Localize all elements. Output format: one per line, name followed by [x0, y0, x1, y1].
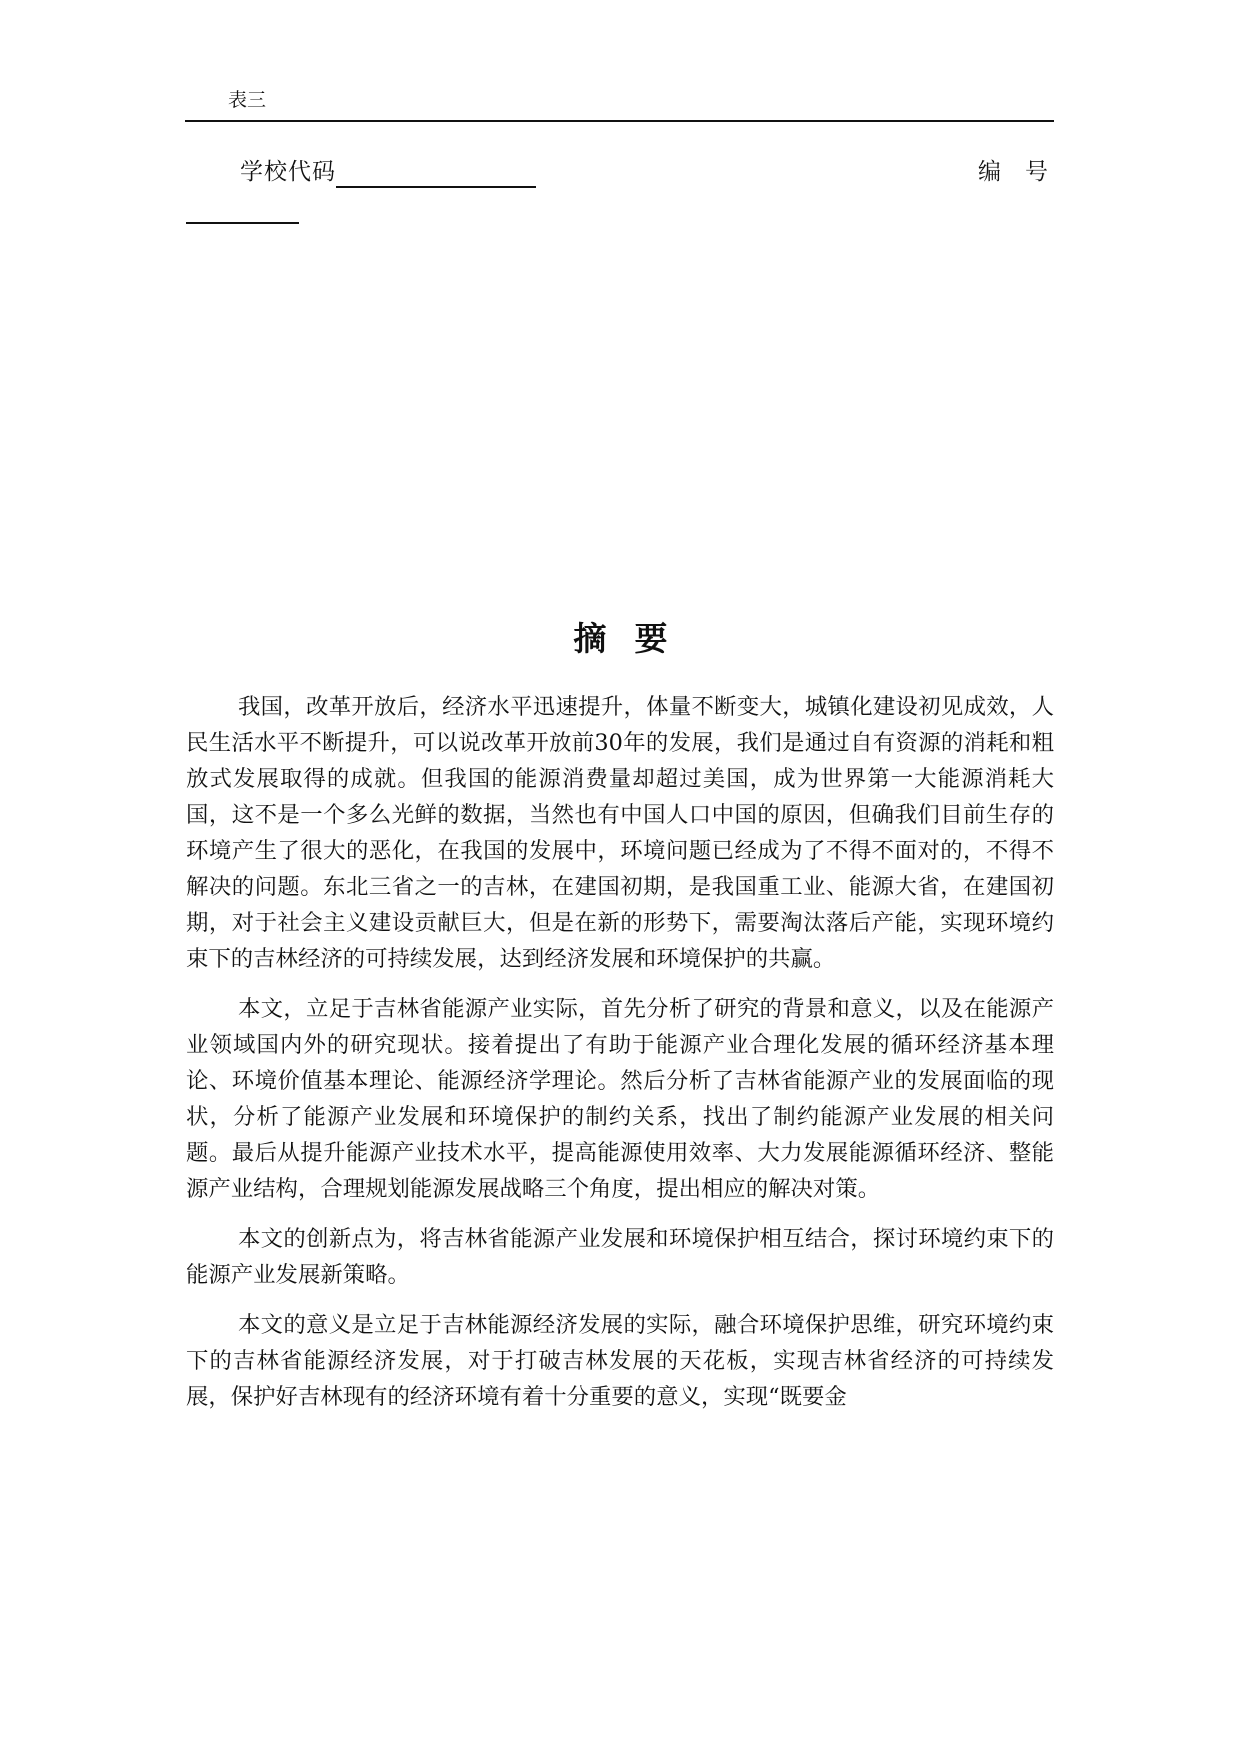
page-header-label: 表三: [228, 89, 267, 111]
abstract-body: [186, 689, 1054, 1429]
abstract-paragraph: 本文的创新点为，将吉林省能源产业发展和环境保护相互结合，探讨环境约束下的能源产业发展新策略。: [186, 1226, 1054, 1288]
school-code-label: 学校代码: [240, 159, 336, 185]
school-code-row: [240, 156, 536, 188]
header-rule: [185, 120, 1054, 122]
abstract-paragraph: 我国，改革开放后，经济水平迅速提升，体量不断变大，城镇化建设初见成效，人民生活水平不断提升，可以说改革开放前30年的发展，我们是通过自有资源的消耗和粗放式发展取得的成就。但我国的能源消费量却超过美国，成为世界第一大能源消耗大国，这不是一个多么光鲜的数据，当然也有中国人口中国的原因，但确我们目前生存的环境产生了很大的恶化，在我国的发展中，环境问题已经成为了不得不面对的，不得不解决的问题。东北三省之一的吉林，在建国初期，是我国重工业、能源大省，在建国初期，对于社会主义建设贡献巨大，但是在新的形势下，需要淘汰落后产能，实现环境约束下的吉林经济的可持续发展，达到经济发展和环境保护的共赢。: [186, 694, 1054, 972]
serial-number-blank: [186, 222, 299, 224]
school-code-blank: [336, 160, 536, 188]
abstract-paragraph: 本文，立足于吉林省能源产业实际，首先分析了研究的背景和意义，以及在能源产业领域国内外的研究现状。接着提出了有助于能源产业合理化发展的循环经济基本理论、环境价值基本理论、能源经济学理论。然后分析了吉林省能源产业的发展面临的现状，分析了能源产业发展和环境保护的制约关系，找出了制约能源产业发展的相关问题。最后从提升能源产业技术水平，提高能源使用效率、大力发展能源循环经济、整能源产业结构，合理规划能源发展战略三个角度，提出相应的解决对策。: [186, 996, 1054, 1202]
abstract-paragraph: 本文的意义是立足于吉林能源经济发展的实际，融合环境保护思维，研究环境约束下的吉林省能源经济发展，对于打破吉林发展的天花板，实现吉林省经济的可持续发展，保护好吉林现有的经济环境有着十分重要的意义，实现“既要金: [186, 1312, 1054, 1410]
abstract-title: 摘要: [573, 619, 696, 658]
serial-number-label: 编号: [978, 159, 1072, 185]
